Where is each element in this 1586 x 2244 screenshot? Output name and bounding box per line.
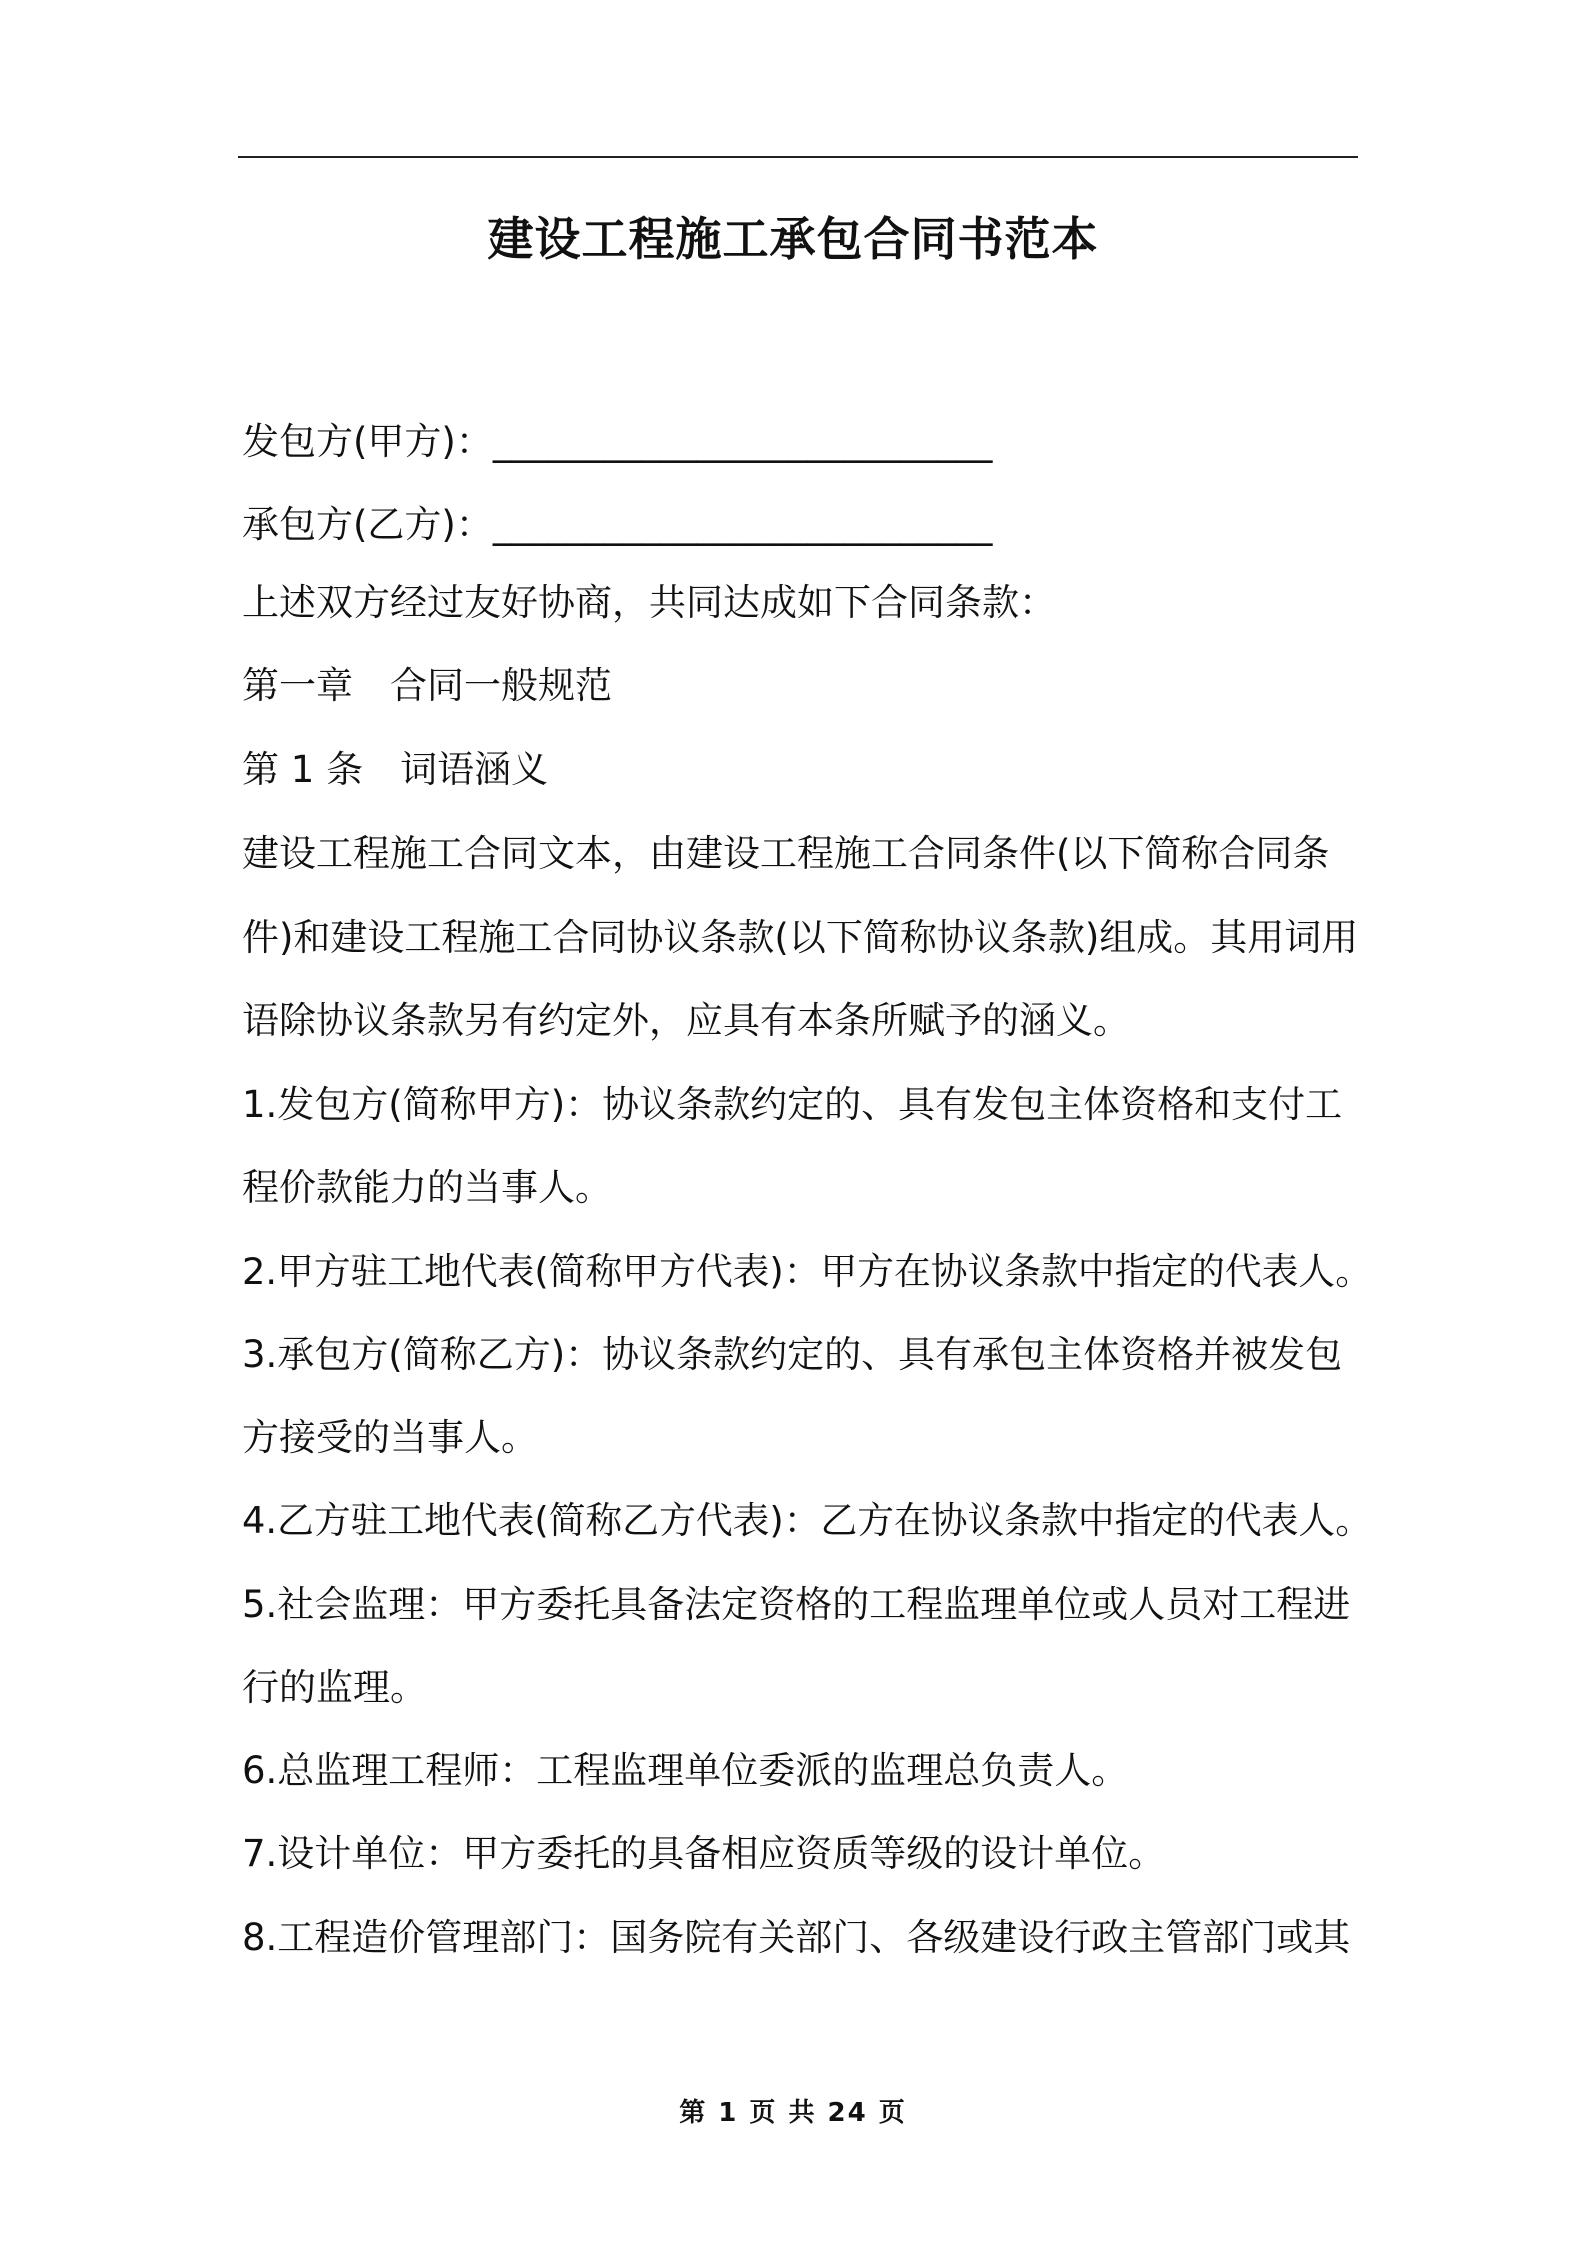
definition-line: 4.乙方驻工地代表(简称乙方代表)：乙方在协议条款中指定的代表人。 xyxy=(242,1499,1372,1542)
definition-line: 5.社会监理：甲方委托具备法定资格的工程监理单位或人员对工程进 xyxy=(242,1583,1351,1626)
definition-line: 8.工程造价管理部门：国务院有关部门、各级建设行政主管部门或其 xyxy=(242,1916,1351,1959)
document-title: 建设工程施工承包合同书范本 xyxy=(487,212,1099,266)
article-heading: 第 1 条 词语涵义 xyxy=(242,748,549,791)
chapter-heading: 第一章 合同一般规范 xyxy=(242,664,612,707)
definition-line: 1.发包方(简称甲方)：协议条款约定的、具有发包主体资格和支付工 xyxy=(242,1083,1343,1126)
definition-line: 程价款能力的当事人。 xyxy=(242,1166,612,1209)
definition-line: 3.承包方(简称乙方)：协议条款约定的、具有承包主体资格并被发包 xyxy=(242,1333,1343,1376)
paragraph-line: 建设工程施工合同文本，由建设工程施工合同条件(以下简称合同条 xyxy=(242,832,1330,875)
party-a-line: 发包方(甲方)：___________________________ xyxy=(242,420,993,463)
definition-line: 6.总监理工程师：工程监理单位委派的监理总负责人。 xyxy=(242,1749,1129,1792)
preamble-line: 上述双方经过友好协商，共同达成如下合同条款： xyxy=(242,581,1056,624)
header-rule xyxy=(238,156,1358,158)
definition-line: 2.甲方驻工地代表(简称甲方代表)：甲方在协议条款中指定的代表人。 xyxy=(242,1250,1372,1293)
paragraph-line: 件)和建设工程施工合同协议条款(以下简称协议条款)组成。其用词用 xyxy=(242,916,1359,959)
party-b-line: 承包方(乙方)：___________________________ xyxy=(242,503,993,546)
definition-line: 方接受的当事人。 xyxy=(242,1416,538,1459)
page-number: 第 1 页 共 24 页 xyxy=(679,2098,907,2128)
paragraph-line: 语除协议条款另有约定外，应具有本条所赋予的涵义。 xyxy=(242,999,1130,1042)
definition-line: 7.设计单位：甲方委托的具备相应资质等级的设计单位。 xyxy=(242,1832,1166,1875)
definition-line: 行的监理。 xyxy=(242,1666,427,1709)
